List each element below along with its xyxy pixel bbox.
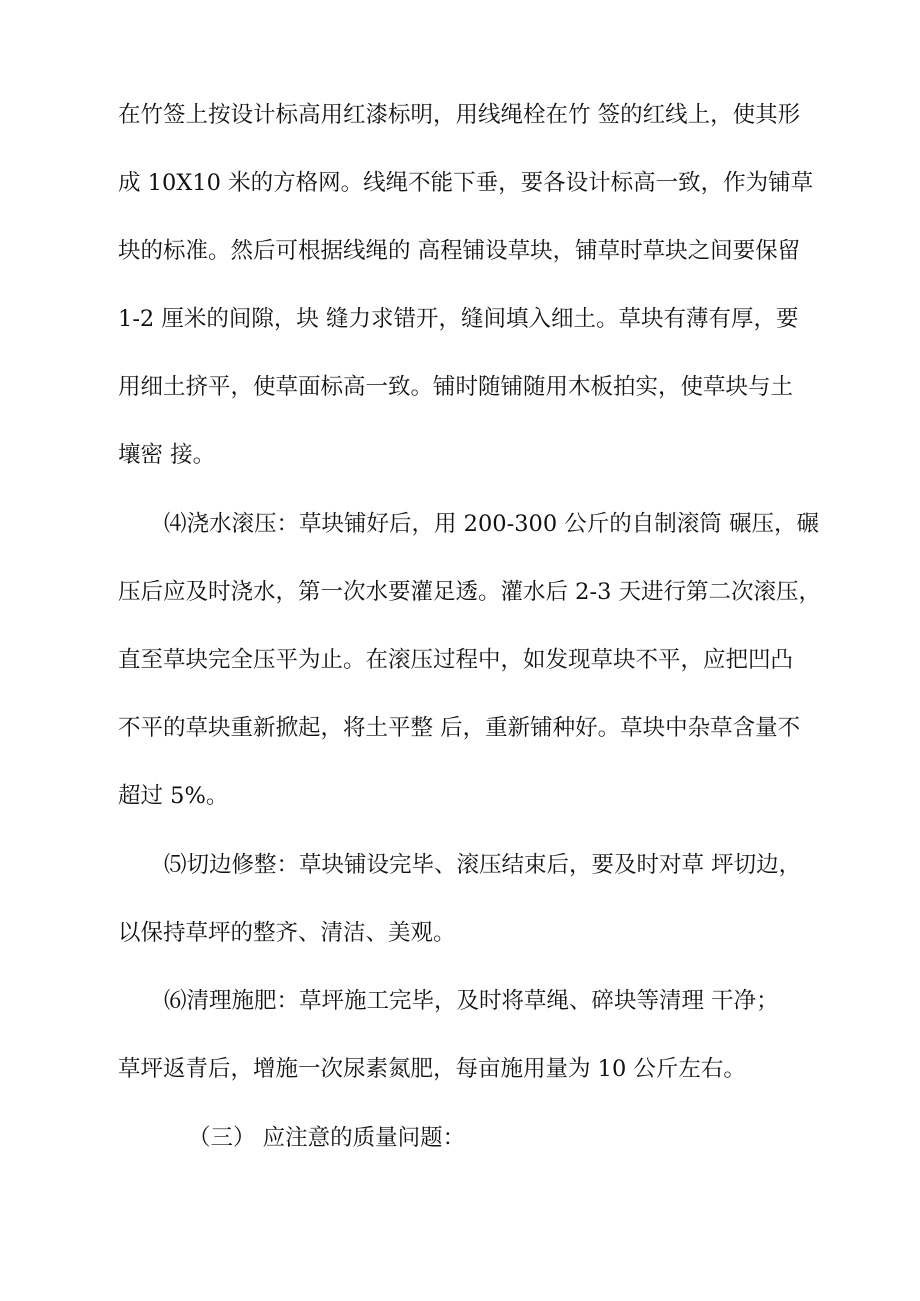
paragraph-line: 成 10X10 米的方格网。线绳不能下垂，要各设计标高一致，作为铺草 <box>118 170 814 196</box>
paragraph-line: ⑷浇水滚压：草块铺好后，用 200-300 公斤的自制滚筒 碾压，碾 <box>164 511 819 537</box>
paragraph-line: 在竹签上按设计标高用红漆标明，用线绳栓在竹 签的红线上，使其形 <box>118 102 801 128</box>
paragraph-line: 不平的草块重新掀起，将土平整 后，重新铺种好。草块中杂草含量不 <box>118 715 801 741</box>
paragraph-line: ⑸切边修整：草块铺设完毕、滚压结束后，要及时对草 坪切边， <box>164 852 802 878</box>
paragraph-line: 压后应及时浇水，第一次水要灌足透。灌水后 2-3 天进行第二次滚压， <box>118 579 822 605</box>
paragraph-line: 超过 5%。 <box>118 783 229 809</box>
paragraph-line: 以保持草坪的整齐、清洁、美观。 <box>118 920 456 946</box>
paragraph-line: 块的标准。然后可根据线绳的 高程铺设草块，铺草时草块之间要保留 <box>118 238 801 264</box>
paragraph-line: ⑹清理施肥：草坪施工完毕，及时将草绳、碎块等清理 干净； <box>164 988 779 1014</box>
paragraph-line: 用细土挤平，使草面标高一致。铺时随铺随用木板拍实，使草块与土 <box>118 374 794 400</box>
section-heading: （三） 应注意的质量问题： <box>188 1125 466 1151</box>
paragraph-line: 直至草块完全压平为止。在滚压过程中，如发现草块不平，应把凹凸 <box>118 647 794 673</box>
paragraph-line: 草坪返青后，增施一次尿素氮肥，每亩施用量为 10 公斤左右。 <box>118 1056 746 1082</box>
paragraph-line: 1-2 厘米的间隙，块 缝力求错开，缝间填入细土。草块有薄有厚，要 <box>118 306 799 332</box>
paragraph-line: 壤密 接。 <box>118 442 216 468</box>
